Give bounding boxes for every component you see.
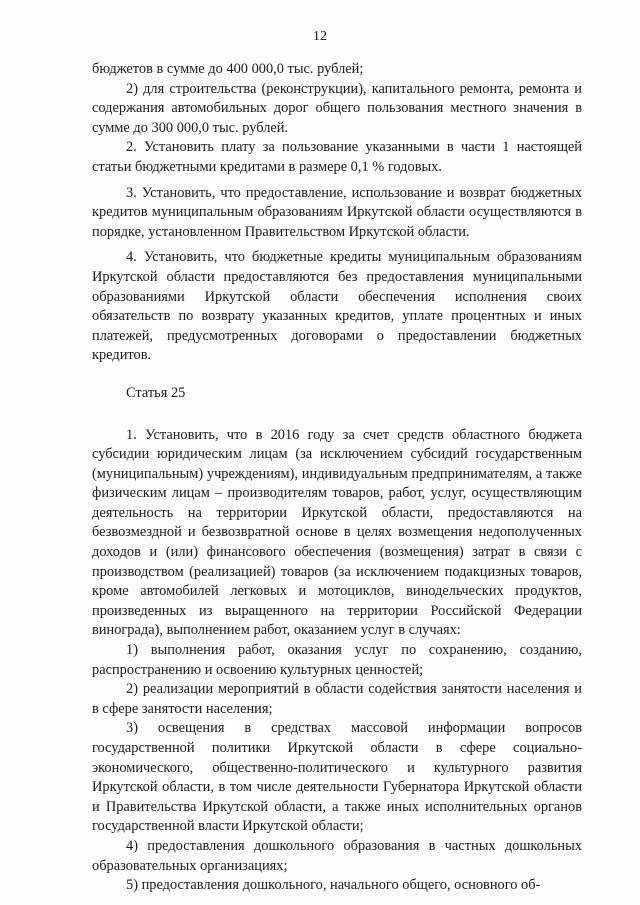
- paragraph-continuation: бюджетов в сумме до 400 000,0 тыс. рублей;: [92, 61, 364, 77]
- article-list-item-1: 1) выполнения работ, оказания услуг по сохранению, созданию, распространению и освоению культурных ценностей;: [92, 642, 582, 678]
- article-list-item-3: 3) освещения в средствах массовой информации вопросов государственной политики Иркутской области в сфере социально-экономического, общественно-политического и культурного развития Иркутской области, в том числе деятельности Губернатора Иркутской области и Правительства Иркутской области, а также иных исполнительных органов государственной власти Иркутской области;: [92, 720, 582, 835]
- page-number: 12: [313, 29, 327, 44]
- paragraph-item-2: 2) для строительства (реконструкции), капитального ремонта, ремонта и содержания автомобильных дорог общего пользования местного значения в сумме до 300 000,0 тыс. рублей.: [92, 80, 582, 136]
- paragraph-part-2: 2. Установить плату за пользование указанными в части 1 настоящей статьи бюджетными кредитами в размере 0,1 % годовых.: [92, 139, 582, 175]
- document-body: [92, 60, 582, 896]
- article-paragraph-1: 1. Установить, что в 2016 году за счет средств областного бюджета субсидии юридическим лицам (за исключением субсидий государственным (муниципальным) учреждениям), индивидуальным предпринимателям, а также физическим лицам – производителям товаров, работ, услуг, осуществляющим деятельность на территории Иркутской области, предоставляются на безвозмездной и безвозвратной основе в целях возмещения недополученных доходов и (или) финансового обеспечения (возмещения) затрат в связи с производством (реализацией) товаров (за исключением подакцизных товаров, кроме автомобилей легковых и мотоциклов, винодельческих продуктов, произведенных из выращенного на территории Российской Федерации винограда), выполнением работ, оказанием услуг в случаях:: [92, 426, 582, 639]
- article-list-item-4: 4) предоставления дошкольного образования в частных дошкольных образовательных организациях;: [92, 837, 582, 874]
- article-heading: Статья 25: [126, 384, 186, 401]
- article-list-item-2: 2) реализации мероприятий в области содействия занятости населения и в сфере занятости населения;: [92, 681, 582, 717]
- paragraph-part-4: 4. Установить, что бюджетные кредиты муниципальным образованиям Иркутской области предоставляются без предоставления муниципальными образованиями Иркутской области обеспечения исполнения своих обязательств по возврату указанных кредитов, уплате процентных и иных платежей, предусмотренных договорами о предоставлении бюджетных кредитов.: [92, 249, 582, 364]
- paragraph-part-3: 3. Установить, что предоставление, использование и возврат бюджетных кредитов муниципальным образованиям Иркутской области осуществляются в порядке, установленном Правительством Иркутской области.: [92, 184, 582, 240]
- article-list-item-5: 5) предоставления дошкольного, начального общего, основного об-: [126, 877, 541, 894]
